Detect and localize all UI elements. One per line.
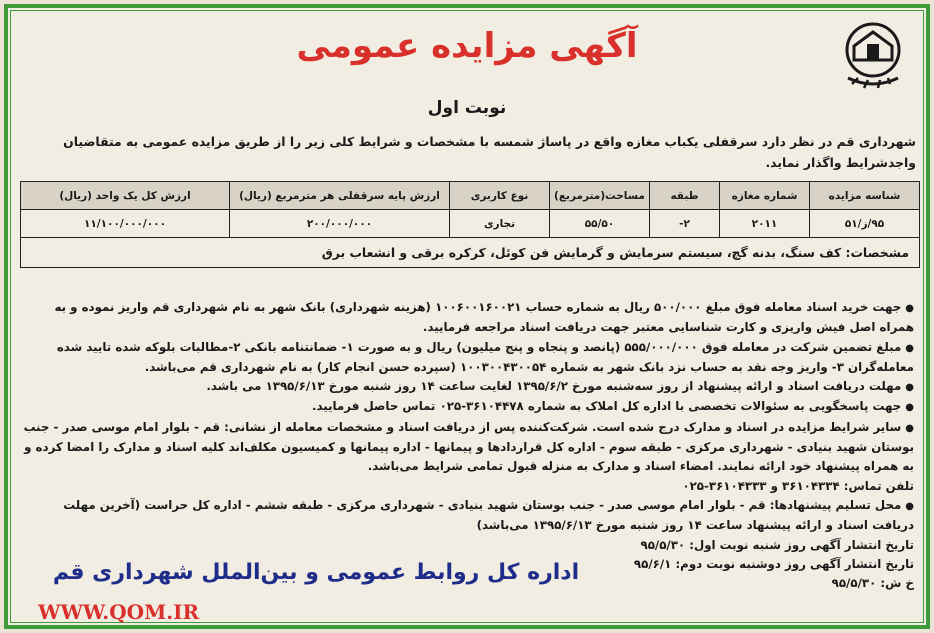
condition-item: ● مبلغ تضمین شرکت در معامله فوق ۵۵۵/۰۰۰/۰۰۰ (پانصد و پنجاه و پنج میلیون) ریال و به صورت ۱- ضمانتنامه بانکی ۲-مطالبات بلوکه شده تایید شده معامله‌گران ۳- واریز وجه نقد به حساب نزد بانک شهر به شماره ۱۰۰۳۰۰۴۳۰۰۵۴ (سپرده حسن انجام کار) به نام شهرداری قم می‌باشد. [20,338,914,378]
condition-item: ● مهلت دریافت اسناد و ارائه پیشنهاد از روز سه‌شنبه مورخ ۱۳۹۵/۶/۲ لغایت ساعت ۱۴ روز شنبه مورخ ۱۳۹۵/۶/۱۳ می باشد. [20,377,914,397]
notice-frame [4,4,930,629]
specs-row [21,238,920,268]
table-cell: ۱۱/۱۰۰/۰۰۰/۰۰۰ [21,210,230,238]
table-cell: ۹۵/ز/۵۱ [810,210,920,238]
column-header: شماره مغازه [720,182,810,210]
auction-table [20,181,920,268]
reference-code: خ ش: ۹۵/۵/۳۰ [831,576,914,591]
website-link[interactable]: WWW.QOM.IR [38,600,200,624]
column-header: نوع کاربری [450,182,550,210]
table-cell: تجاری [450,210,550,238]
delivery-location: ● محل تسلیم پیشنهادها: قم - بلوار امام موسی صدر - جنب بوستان شهید بنیادی - شهرداری مرکزی - طبقه ششم - اداره کل حراست (آخرین مهلت دریافت اسناد و ارائه پیشنهاد ساعت ۱۴ روز شنبه مورخ ۱۳۹۵/۶/۱۳ می‌باشد) [20,496,914,536]
column-header: شناسه مزایده [810,182,920,210]
column-header: ارزش کل یک واحد (ریال) [21,182,230,210]
phone-line: تلفن تماس: ۳۶۱۰۴۳۳۴ و ۳۶۱۰۴۳۳۳-۰۲۵ [682,478,914,493]
table-cell: ۲۰۱۱ [720,210,810,238]
condition-item: ● جهت پاسخگویی به سئوالات تخصصی با اداره کل املاک به شماره ۳۶۱۰۴۴۷۸-۰۲۵ تماس حاصل فرمایید. [20,397,914,417]
column-header: مساحت(مترمربع) [550,182,650,210]
column-header: طبقه [650,182,720,210]
table-cell: ۵۵/۵۰ [550,210,650,238]
condition-item: ● جهت خرید اسناد معامله فوق مبلغ ۵۰۰/۰۰۰ ریال به شماره حساب ۱۰۰۶۰۰۱۶۰۰۲۱ (هزینه شهرداری) بانک شهر به نام شهرداری قم واریز نموده و به همراه اصل فیش واریزی و کارت شناسایی معتبر جهت دریافت اسناد مراجعه فرمایید. [20,298,914,338]
table-cell: ۲۰۰/۰۰۰/۰۰۰ [230,210,450,238]
table-header-row [21,182,920,210]
condition-item: ● سایر شرایط مزایده در اسناد و مدارک درج شده است. شرکت‌کننده پس از دریافت اسناد و مشخصات معامله از نشانی: قم - بلوار امام موسی صدر - جنب بوستان شهید بنیادی - شهرداری مرکزی - طبقه سوم - اداره کل قراردادها و پیمانها - اداره پیمانها و کمیسیون مکلف‌اند کلیه اسناد و مدارک را امضا کرده و به همراه پیشنهاد خود ارائه نمایند. امضاء اسناد و مدارک به منزله قبول تمامی شرایط می‌باشد. [20,418,914,477]
column-header: ارزش پایه سرقفلی هر مترمربع (ریال) [230,182,450,210]
publish-date-second: تاریخ انتشار آگهی روز دوشنبه نوبت دوم: ۹۵/۶/۱ [633,556,914,571]
specs-cell: مشخصات: کف سنگ، بدنه گچ، سیستم سرمایش و گرمایش فن کوئل، کرکره برقی و انشعاب برق [21,238,920,268]
intro-paragraph: شهرداری قم در نظر دارد سرقفلی یکباب مغازه واقع در پاساژ شمسه با مشخصات و شرایط کلی زیر را از طریق مزایده عمومی به متقاضیان واجدشرایط واگذار نماید. [63,134,916,170]
office-name: اداره کل روابط عمومی و بین‌الملل شهرداری قم [52,560,580,585]
page-title: آگهی مزایده عمومی [296,26,638,66]
table-row [21,210,920,238]
conditions-list [20,298,914,593]
publish-date-first: تاریخ انتشار آگهی روز شنبه نوبت اول: ۹۵/۵/۳۰ [640,537,914,552]
table-cell: ۲- [650,210,720,238]
round-label: نوبت اول [427,98,507,118]
